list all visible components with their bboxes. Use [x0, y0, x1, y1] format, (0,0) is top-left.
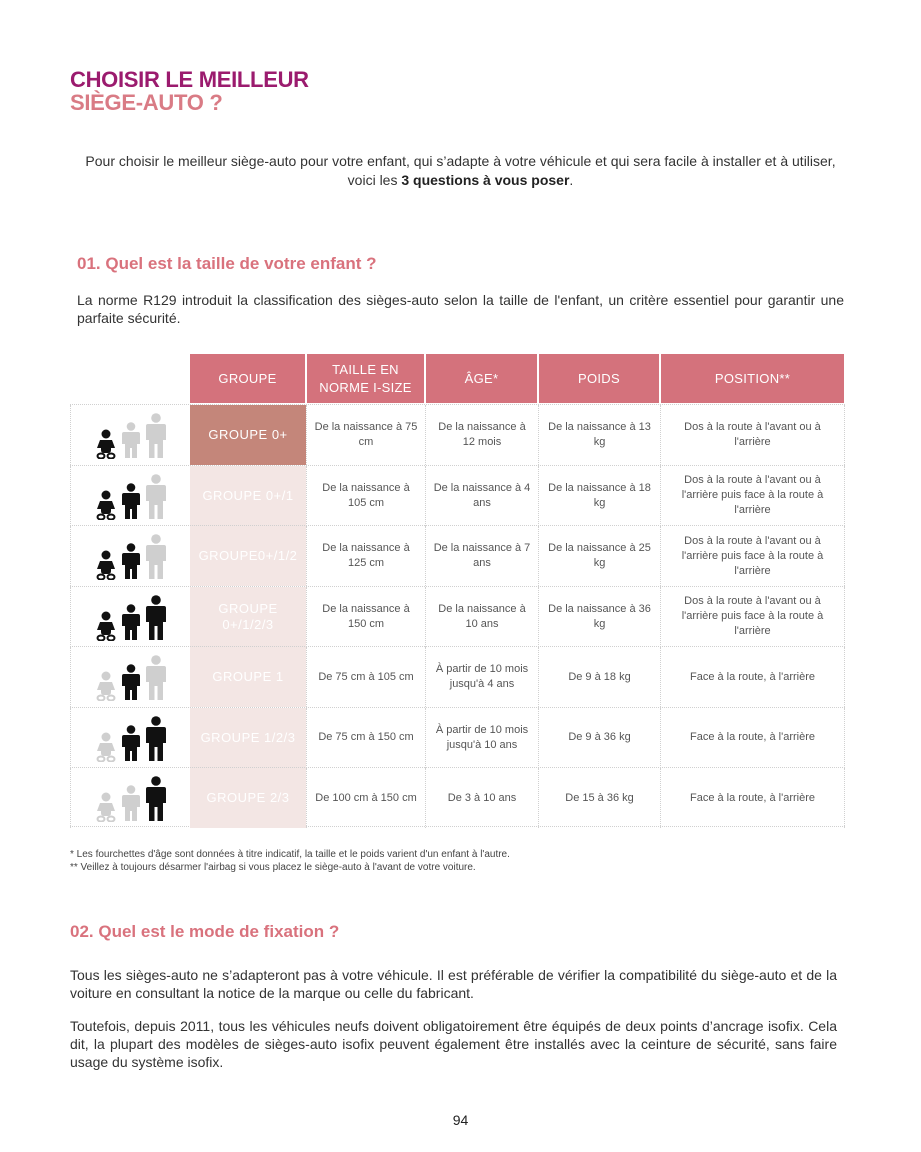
page-title-line1: CHOISIR LE MEILLEUR [70, 67, 309, 92]
section2-heading: 02. Quel est le mode de fixation ? [70, 922, 340, 941]
intro-paragraph [70, 152, 851, 190]
header-weight: POIDS [539, 354, 659, 403]
baby-icon [95, 550, 117, 580]
child-icon [121, 483, 141, 520]
weight-cell: De la naissance à 13 kg [538, 405, 660, 465]
baby-icon [95, 671, 117, 701]
weight-cell: De la naissance à 25 kg [538, 526, 660, 586]
table-row [70, 646, 845, 706]
intro-text-before: Pour choisir le meilleur siège-auto pour votre enfant, qui s’adapte à votre véhicule et qui sera facile à installer et à utiliser, voici les [85, 153, 836, 188]
size-cell: De 75 cm à 105 cm [306, 647, 425, 707]
baby-icon [95, 429, 117, 459]
header-group: GROUPE [190, 354, 305, 403]
table-row [70, 707, 845, 767]
group-cell: GROUPE0+/1/2 [190, 526, 306, 586]
group-cell: GROUPE 0+/1/2/3 [190, 587, 306, 647]
size-cell: De 100 cm à 150 cm [306, 768, 425, 828]
child-size-icons [70, 768, 190, 828]
header-position: POSITION** [661, 354, 844, 403]
adult-icon [145, 595, 167, 641]
note-airbag: ** Veillez à toujours désarmer l'airbag si vous placez le siège-auto à l'avant de votre voiture. [70, 862, 476, 873]
size-cell: De la naissance à 125 cm [306, 526, 425, 586]
child-icon [121, 725, 141, 762]
child-size-icons [70, 526, 190, 586]
table-row [70, 767, 845, 827]
child-size-icons [70, 708, 190, 768]
table-row [70, 404, 845, 464]
page-number: 94 [452, 1112, 469, 1128]
baby-icon [95, 490, 117, 520]
group-cell: GROUPE 1 [190, 647, 306, 707]
size-cell: De la naissance à 150 cm [306, 587, 425, 647]
position-cell: Dos à la route à l'avant ou à l'arrière puis face à la route à l'arrière [660, 466, 845, 526]
child-size-icons [70, 587, 190, 647]
age-cell: De la naissance à 12 mois [425, 405, 538, 465]
header-age: ÂGE* [426, 354, 537, 403]
adult-icon [145, 534, 167, 580]
child-icon [121, 664, 141, 701]
baby-icon [95, 611, 117, 641]
age-cell: À partir de 10 mois jusqu'à 10 ans [425, 708, 538, 768]
table-row [70, 586, 845, 646]
adult-icon [145, 474, 167, 520]
table-notes [70, 848, 510, 874]
intro-bold: 3 questions à vous poser [401, 172, 570, 188]
group-cell: GROUPE 0+ [190, 405, 306, 465]
child-icon [121, 422, 141, 459]
position-cell: Dos à la route à l'avant ou à l'arrière [660, 405, 845, 465]
child-icon [121, 543, 141, 580]
note-age: * Les fourchettes d'âge sont données à titre indicatif, la taille et le poids varient d'un enfant à l'autre. [70, 849, 510, 860]
child-size-icons [70, 647, 190, 707]
section2-paragraph1: Tous les sièges-auto ne s’adapteront pas à votre véhicule. Il est préférable de vérifier la compatibilité du siège-auto et de la voiture en consultant la notice de la marque ou celle du fabricant. [70, 967, 837, 1001]
size-cell: De 75 cm à 150 cm [306, 708, 425, 768]
table-row [70, 525, 845, 585]
position-cell: Face à la route, à l'arrière [660, 647, 845, 707]
baby-icon [95, 732, 117, 762]
baby-icon [95, 792, 117, 822]
adult-icon [145, 716, 167, 762]
child-icon [121, 785, 141, 822]
position-cell: Face à la route, à l'arrière [660, 708, 845, 768]
age-cell: À partir de 10 mois jusqu'à 4 ans [425, 647, 538, 707]
age-cell: De la naissance à 10 ans [425, 587, 538, 647]
group-cell: GROUPE 2/3 [190, 768, 306, 828]
size-cell: De la naissance à 105 cm [306, 466, 425, 526]
weight-cell: De la naissance à 36 kg [538, 587, 660, 647]
child-size-icons [70, 466, 190, 526]
group-cell: GROUPE 1/2/3 [190, 708, 306, 768]
section1-heading: 01. Quel est la taille de votre enfant ? [77, 254, 377, 273]
group-cell: GROUPE 0+/1 [190, 466, 306, 526]
child-icon [121, 604, 141, 641]
weight-cell: De 15 à 36 kg [538, 768, 660, 828]
weight-cell: De la naissance à 18 kg [538, 466, 660, 526]
age-cell: De la naissance à 4 ans [425, 466, 538, 526]
adult-icon [145, 413, 167, 459]
child-size-icons [70, 405, 190, 465]
section1-paragraph: La norme R129 introduit la classification des sièges-auto selon la taille de l'enfant, un critère essentiel pour garantir une parfaite sécurité. [77, 292, 844, 326]
weight-cell: De 9 à 36 kg [538, 708, 660, 768]
position-cell: Face à la route, à l'arrière [660, 768, 845, 828]
page-title-line2: SIÈGE-AUTO ? [70, 90, 223, 115]
header-size: TAILLE EN NORME I-SIZE [307, 354, 424, 403]
adult-icon [145, 776, 167, 822]
position-cell: Dos à la route à l'avant ou à l'arrière puis face à la route à l'arrière [660, 526, 845, 586]
section2-paragraph2: Toutefois, depuis 2011, tous les véhicules neufs doivent obligatoirement être équipés de deux points d’ancrage isofix. Cela dit, la plupart des modèles de sièges-auto isofix peuvent également être installés avec la ceinture de sécurité, sans faire usage du système isofix. [70, 1018, 837, 1070]
position-cell: Dos à la route à l'avant ou à l'arrière puis face à la route à l'arrière [660, 587, 845, 647]
age-cell: De 3 à 10 ans [425, 768, 538, 828]
weight-cell: De 9 à 18 kg [538, 647, 660, 707]
intro-text-after: . [569, 172, 574, 188]
age-cell: De la naissance à 7 ans [425, 526, 538, 586]
size-cell: De la naissance à 75 cm [306, 405, 425, 465]
adult-icon [145, 655, 167, 701]
table-row [70, 465, 845, 525]
